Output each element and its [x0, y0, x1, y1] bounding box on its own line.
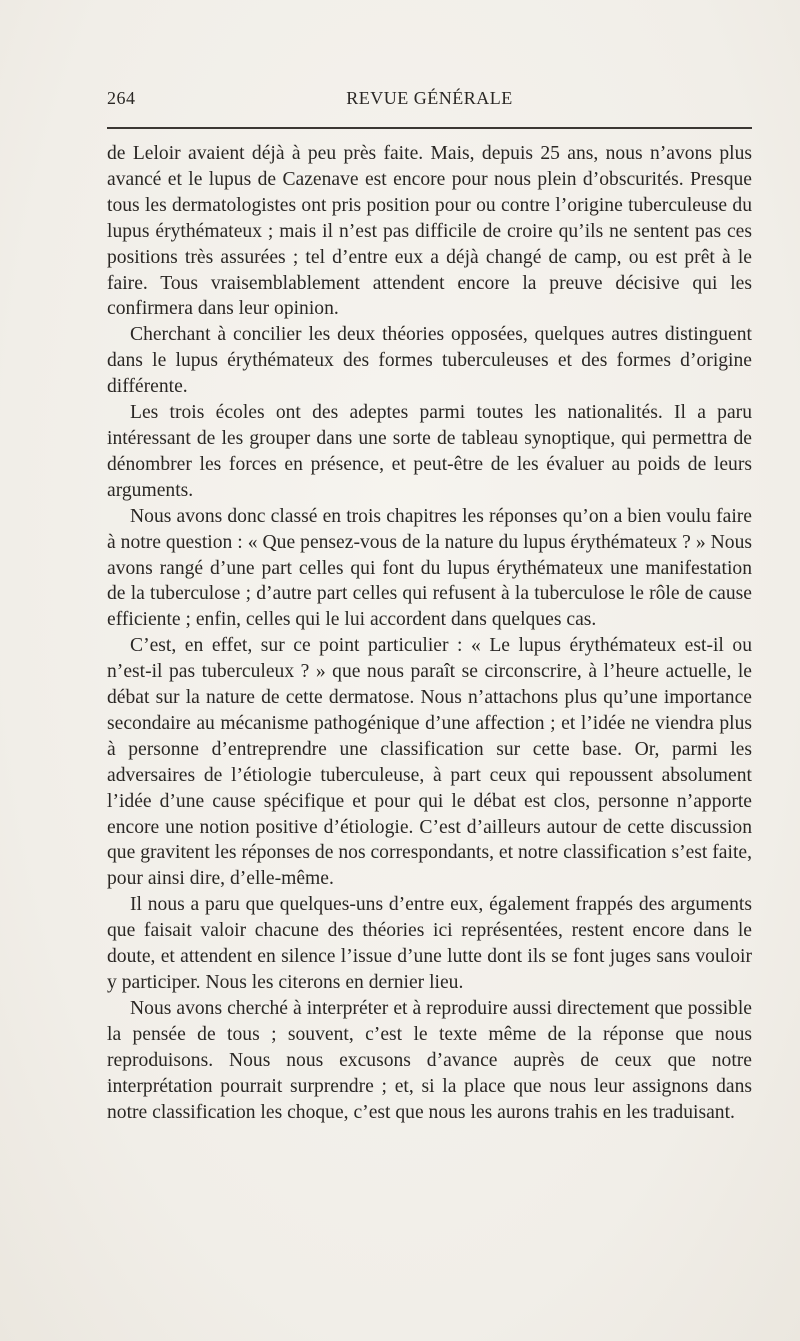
paragraph: C’est, en effet, sur ce point particulier : « Le lupus érythémateux est-il ou n’est-il pas tuberculeux ? » que nous paraît se circonscrire, à l’heure actuelle, le débat sur la nature de cette dermatose. Nous n’attachons plus qu’une importance secondaire au mécanisme pathogénique d’une affection ; et l’idée ne viendra plus à personne d’entreprendre une classification sur cette base. Or, parmi les adversaires de l’étiologie tuberculeuse, à part ceux qui repoussent absolument l’idée d’une cause spécifique et pour qui le débat est clos, personne n’apporte encore une notion positive d’étiologie. C’est d’ailleurs autour de cette discussion que gravitent les réponses de nos correspondants, et notre classification s’est faite, pour ainsi dire, d’elle-même. [107, 635, 752, 890]
paragraph: Il nous a paru que quelques-uns d’entre eux, également frappés des arguments que faisait valoir chacune des théories ici représentées, restent encore dans le doute, et attendent en silence l’issue d’une lutte dont ils se font juges sans vouloir y participer. Nous les citerons en dernier lieu. [107, 894, 752, 993]
paragraph: Nous avons donc classé en trois chapitres les réponses qu’on a bien voulu faire à notre question : « Que pensez-vous de la nature du lupus érythémateux ? » Nous avons rangé d’une part celles qui font du lupus érythémateux une manifestation de la tuberculose ; d’autre part celles qui refusent à la tuberculose le rôle de cause efficiente ; enfin, celles qui le lui accordent dans quelques cas. [107, 505, 752, 631]
body-text [107, 141, 752, 1125]
page-header [107, 88, 752, 112]
page-number: 264 [107, 88, 136, 108]
running-title: REVUE GÉNÉRALE [346, 88, 513, 108]
header-rule [107, 127, 752, 129]
paragraph: Nous avons cherché à interpréter et à reproduire aussi directement que possible la pensée de tous ; souvent, c’est le texte même de la réponse que nous reproduisons. Nous nous excusons d’avance auprès de ceux que notre interprétation pourrait surprendre ; et, si la place que nous leur assignons dans notre classification les choque, c’est que nous les aurons trahis en les traduisant. [107, 997, 752, 1123]
paragraph: Les trois écoles ont des adeptes parmi toutes les nationalités. Il a paru intéressant de les grouper dans une sorte de tableau synoptique, qui permettra de dénombrer les forces en présence, et peut-être de les évaluer au poids de leurs arguments. [107, 402, 752, 501]
paragraph-continued: de Leloir avaient déjà à peu près faite. Mais, depuis 25 ans, nous n’avons plus avancé et le lupus de Cazenave est encore pour nous plein d’obscurités. Presque tous les dermatologistes ont pris position pour ou contre l’origine tuberculeuse du lupus érythémateux ; mais il n’est pas difficile de croire qu’ils ne sentent pas ces positions très assurées ; tel d’entre eux a déjà changé de camp, ou est prêt à le faire. Tous vraisemblablement attendent encore la preuve décisive qui les confirmera dans leur opinion. [107, 143, 752, 320]
paragraph: Cherchant à concilier les deux théories opposées, quelques autres distinguent dans le lupus érythémateux des formes tuberculeuses et des formes d’origine différente. [107, 324, 752, 398]
